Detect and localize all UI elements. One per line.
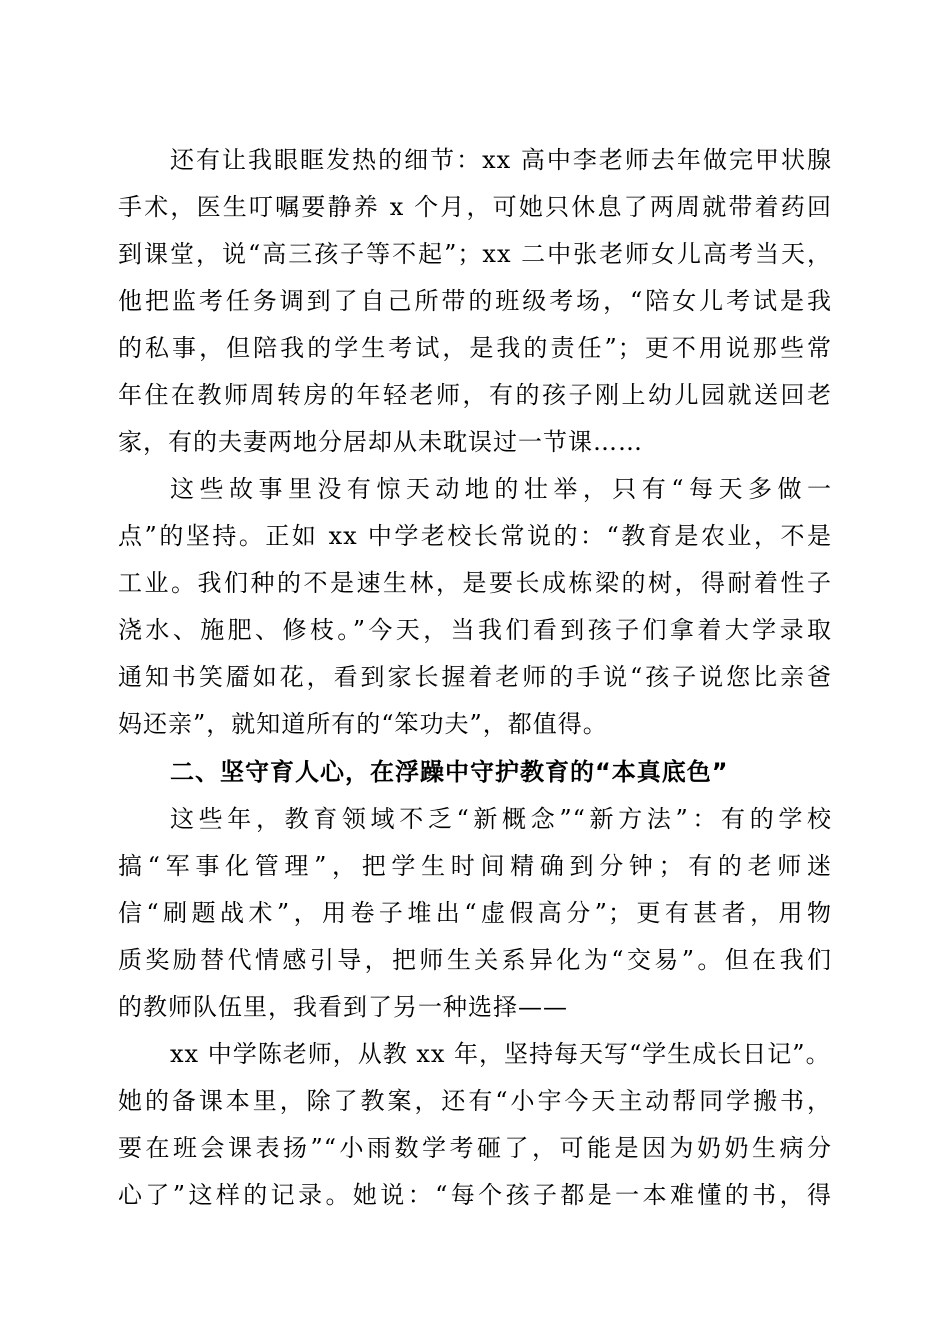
- paragraph-1-line-5: 的私事，但陪我的学生考试，是我的责任”；更不用说那些常: [118, 334, 832, 362]
- paragraph-3-line-5: 的教师队伍里，我看到了另一种选择——: [118, 993, 568, 1021]
- paragraph-2-line-5: 通知书笑靥如花，看到家长握着老师的手说“孩子说您比亲爸: [118, 663, 832, 691]
- paragraph-3-line-4: 质奖励替代情感引导，把师生关系异化为“交易”。但在我们: [118, 946, 832, 974]
- paragraph-4-line-1: xx 中学陈老师，从教 xx 年，坚持每天写“学生成长日记”。: [170, 1040, 831, 1068]
- paragraph-2-line-3: 工业。我们种的不是速生林，是要长成栋梁的树，得耐着性子: [118, 569, 832, 597]
- section-heading: 二、坚守育人心，在浮躁中守护教育的“本真底色”: [170, 758, 729, 786]
- paragraph-2-line-6: 妈还亲”，就知道所有的“笨功夫”，都值得。: [118, 710, 608, 738]
- paragraph-1-line-3: 到课堂，说“高三孩子等不起”；xx 二中张老师女儿高考当天，: [118, 240, 832, 268]
- paragraph-4-line-3: 要在班会课表扬”“小雨数学考砸了，可能是因为奶奶生病分: [118, 1134, 832, 1162]
- paragraph-3-line-2: 搞“军事化管理”，把学生时间精确到分钟；有的老师迷: [118, 852, 832, 880]
- paragraph-2-line-4: 浇水、施肥、修枝。”今天，当我们看到孩子们拿着大学录取: [118, 616, 832, 644]
- paragraph-1-line-2: 手术，医生叮嘱要静养 x 个月，可她只休息了两周就带着药回: [118, 193, 832, 221]
- paragraph-2-line-2: 点”的坚持。正如 xx 中学老校长常说的：“教育是农业，不是: [118, 522, 832, 550]
- paragraph-4-line-4: 心了”这样的记录。她说：“每个孩子都是一本难懂的书，得: [118, 1181, 832, 1209]
- paragraph-1-line-6: 年住在教师周转房的年轻老师，有的孩子刚上幼儿园就送回老: [118, 381, 832, 409]
- paragraph-4-line-2: 她的备课本里，除了教案，还有“小宇今天主动帮同学搬书，: [118, 1087, 832, 1115]
- paragraph-2-line-1: 这些故事里没有惊天动地的壮举，只有“每天多做一: [170, 475, 832, 503]
- paragraph-1-line-7: 家，有的夫妻两地分居却从未耽误过一节课……: [118, 428, 643, 456]
- paragraph-1-line-1: 还有让我眼眶发热的细节：xx 高中李老师去年做完甲状腺: [170, 146, 832, 174]
- paragraph-3-line-1: 这些年，教育领域不乏“新概念”“新方法”：有的学校: [170, 805, 832, 833]
- paragraph-3-line-3: 信“刷题战术”，用卷子堆出“虚假高分”；更有甚者，用物: [118, 899, 832, 927]
- paragraph-1-line-4: 他把监考任务调到了自己所带的班级考场，“陪女儿考试是我: [118, 287, 832, 315]
